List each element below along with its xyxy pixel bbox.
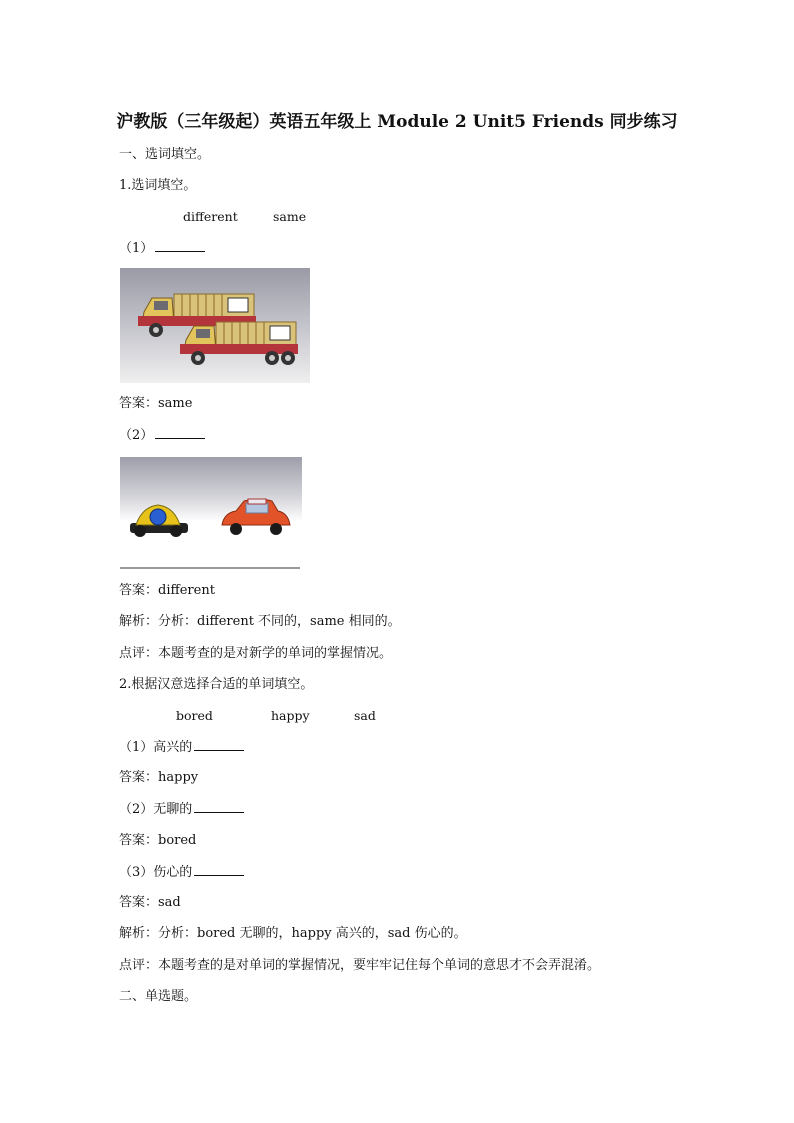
question-2-item-3: [119, 863, 244, 882]
question-1-item-1: [119, 239, 205, 258]
question-1-item-2: [119, 426, 205, 445]
answer-blank: [155, 426, 205, 439]
item-label: （1）高兴的: [119, 740, 193, 755]
answer-blank: [194, 800, 244, 813]
answer-blank: [155, 239, 205, 252]
comment-text: 点评：本题考查的是对新学的单词的掌握情况。: [119, 646, 393, 661]
answer-text: 答案：happy: [119, 770, 199, 785]
answer-text: 答案：same: [119, 396, 193, 411]
option-word: bored: [176, 708, 213, 723]
option-word: different: [183, 209, 238, 224]
answer-text: 答案：different: [119, 583, 215, 598]
comment-text: 点评：本题考查的是对单词的掌握情况，要牢牢记住每个单词的意思才不会弄混淆。: [119, 958, 601, 973]
answer-blank: [194, 738, 244, 751]
analysis-text: 解析：分析：different 不同的，same 相同的。: [119, 614, 401, 629]
option-word: sad: [354, 708, 376, 723]
option-word: happy: [271, 708, 310, 723]
page-title: 沪教版（三年级起）英语五年级上 Module 2 Unit5 Friends 同步练习: [116, 112, 678, 132]
question-1-prompt: 1.选词填空。: [119, 178, 197, 193]
two-cars-image: [120, 457, 302, 571]
question-2-item-2: [119, 800, 244, 819]
item-label: （3）伤心的: [119, 865, 193, 880]
section-heading-2: 二、单选题。: [119, 989, 198, 1004]
section-heading-1: 一、选词填空。: [119, 147, 211, 162]
item-label: （2）: [119, 428, 154, 443]
answer-blank: [194, 863, 244, 876]
analysis-text: 解析：分析：bored 无聊的，happy 高兴的，sad 伤心的。: [119, 926, 467, 941]
question-2-prompt: 2.根据汉意选择合适的单词填空。: [119, 677, 314, 692]
two-trucks-image: [120, 268, 310, 383]
item-label: （1）: [119, 241, 154, 256]
answer-text: 答案：sad: [119, 895, 181, 910]
question-2-item-1: [119, 738, 244, 757]
answer-text: 答案：bored: [119, 833, 197, 848]
option-word: same: [273, 209, 307, 224]
item-label: （2）无聊的: [119, 802, 193, 817]
